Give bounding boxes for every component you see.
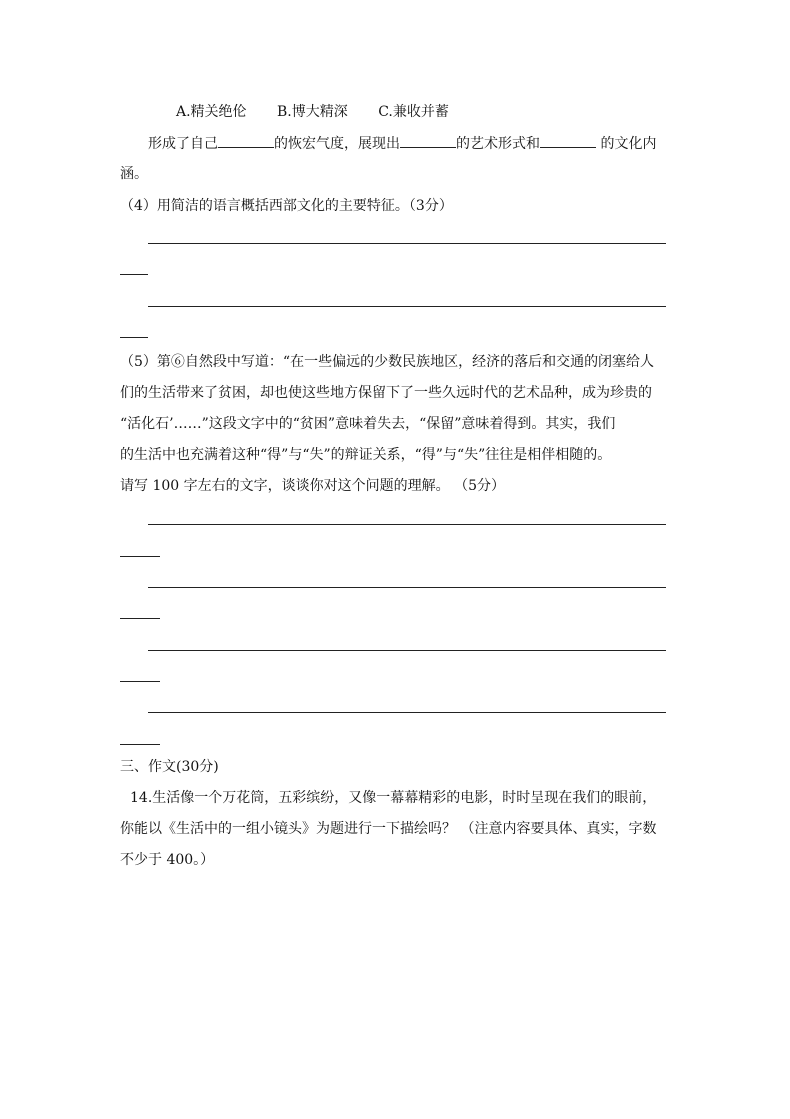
answer-blank-3[interactable] [540,133,596,148]
q5-line-3: “活化石’……”这段文字中的“贫困”意味着失去，“保留”意味着得到。其实，我们 [120,416,616,432]
choice-b: B.博大精深 [277,104,348,120]
q14-line-1: 14.生活像一个万花筒，五彩缤纷，又像一幕幕精彩的电影，时时呈现在我们的眼前， [130,790,657,806]
q4-answer-line-2[interactable] [148,306,666,307]
fill-text-1: 形成了自己 [148,136,218,152]
q5-line-2: 们的生活带来了贫困，却也使这些地方保留下了一些久远时代的艺术品种，成为珍贵的 [120,385,652,401]
q5-answer-line-4[interactable] [148,712,666,713]
fill-sentence-cont: 涵。 [120,166,148,182]
q5-answer-line-2-tail [120,618,160,619]
q14-line-3: 不少于 400。） [120,852,215,868]
fill-text-3: 的艺术形式和 [456,136,540,152]
fill-sentence [148,133,656,154]
q14-line-2: 你能以《生活中的一组小镜头》为题进行一下描绘吗？ （注意内容要具体、真实，字数 [120,821,657,837]
q5-answer-line-3[interactable] [148,650,666,651]
choice-row [176,102,475,122]
q5-answer-line-4-tail [120,744,160,745]
answer-blank-1[interactable] [218,133,274,148]
q4-answer-line-1[interactable] [148,243,666,244]
q5-line-5: 请写 100 字左右的文字，谈谈你对这个问题的理解。 （5分） [120,478,505,494]
fill-text-2: 的恢宏气度，展现出 [274,136,400,152]
q5-answer-line-1[interactable] [148,524,666,525]
section-3-heading: 三、作文(30分) [120,759,219,775]
q4-prompt: （4）用简洁的语言概括西部文化的主要特征。（3分） [120,198,453,214]
choice-a: A.精关绝伦 [176,104,247,120]
q5-answer-line-2[interactable] [148,587,666,588]
q4-answer-line-1-tail [120,274,148,275]
fill-text-4: 的文化内 [596,136,657,152]
q5-answer-line-1-tail [120,556,160,557]
q5-answer-line-3-tail [120,681,160,682]
q5-line-1: （5）第⑥自然段中写道：“在一些偏远的少数民族地区，经济的落后和交通的闭塞给人 [120,354,655,370]
q4-answer-line-2-tail [120,337,148,338]
q5-line-4: 的生活中也充满着这种“得”与“失”的辩证关系，“得”与“失”往往是相伴相随的。 [120,447,612,463]
answer-blank-2[interactable] [400,133,456,148]
choice-c: C.兼收并蓄 [378,104,449,120]
